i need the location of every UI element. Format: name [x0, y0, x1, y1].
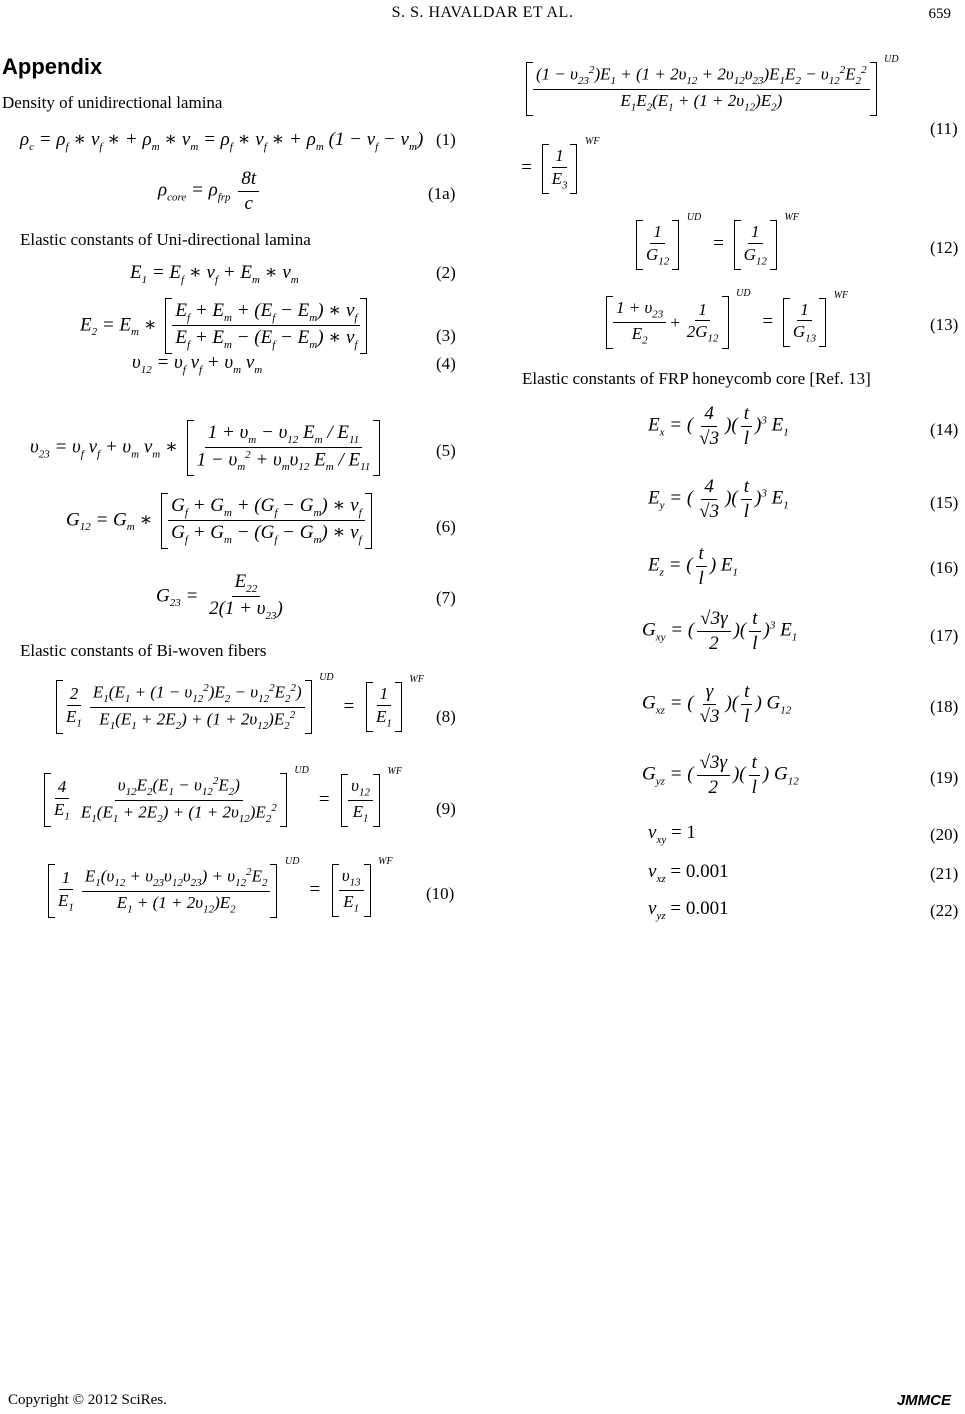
equation-3: $E_2 = E_m$ ∗ $\frac{E_f + E_m + (E_f - E_m) ∗ v_f}{E_f + E_m - (E_f - E_m) ∗ v_f}$: [80, 300, 363, 352]
equation-number: (16): [930, 558, 959, 577]
eq-subscript: yz: [656, 909, 666, 922]
equation-number: (20): [930, 825, 959, 844]
uni-heading: Elastic constants of Uni-directional lamina: [20, 230, 311, 249]
journal-name: JMMCE: [896, 1392, 951, 1409]
equation-number: (12): [930, 238, 959, 257]
equation-11: $\frac{(1 - \upsilon_{23}^2)E_1 + (1 + 2\upsilon_{12} + 2\upsilon_{12}\upsilon_{23})E_1E_2 - \upsilon_{12}^2E_2^2}{E_1E_2(E_1 + (1 + 2\upsilon_{12})E_2)}$ UD: [530, 64, 873, 114]
equation-1: $\rho_c = \rho_f$ ∗ $v_f$ ∗ + $\rho_m$ ∗ $v_m = \rho_f$ ∗ $v_f$ ∗ + $\rho_m$ $(1 - v_f - v_m)$: [20, 129, 424, 153]
eq-lhs: v: [648, 898, 657, 919]
running-title: S. S. HAVALDAR ET AL.: [391, 4, 574, 21]
eq-lhs: v: [648, 822, 657, 843]
equation-number: (19): [930, 768, 959, 787]
page-number: 659: [928, 6, 951, 22]
equation-number: (8): [436, 707, 456, 726]
equation-5: $\upsilon_{23} = \upsilon_f$ $v_f + \upsilon_m$ $v_m$ ∗ $\frac{1 + \upsilon_m - \upsilon_{12} E_m / E_{11}}{1 - \upsilon_m^2 + \upsilon_m\upsilon_{12} E_m / E_{11}}$: [30, 422, 376, 474]
equation-number: (1): [436, 130, 456, 149]
equation-number: (9): [436, 799, 456, 818]
equation-number: (14): [930, 420, 959, 439]
equation-number: (7): [436, 588, 456, 607]
eq-lhs: v: [648, 861, 657, 882]
equation-13: $\frac{1 + \upsilon_{23}}{E_2}$ + $\frac{1}{2G_{12}}$ UD = $\frac{1}{G_{13}}$ WF: [610, 298, 822, 347]
equation-number: (21): [930, 864, 959, 883]
equation-number: (13): [930, 315, 959, 334]
equation-number: (17): [930, 626, 959, 645]
equation-22: [648, 898, 729, 922]
eq-subscript: xz: [656, 872, 666, 885]
equation-number: (1a): [428, 184, 456, 203]
equation-8: $\frac{2}{E_1}$ $\frac{E_1(E_1 + (1 - \upsilon_{12}^2)E_2 - \upsilon_{12}^2E_2^2)}{E_1(E_1 + 2E_2) + (1 + 2\upsilon_{12})E_2^2}$ UD = $\frac{1}{E_1}$ WF: [60, 682, 398, 732]
equation-number: (4): [436, 354, 456, 373]
equation-9: $\frac{4}{E_1}$ $\frac{\upsilon_{12}E_2(E_1 - \upsilon_{12}^2E_2)}{E_1(E_1 + 2E_2) + (1 + 2\upsilon_{12})E_2^2}$ UD = $\frac{\upsilon_{12}}{E_1}$ WF: [48, 775, 376, 825]
eq-rhs: = 0.001: [670, 898, 729, 919]
equation-1a: $\rho_{core} = \rho_{frp}$ $\frac{8t}{c}$: [158, 168, 262, 215]
equation-number: (11): [930, 119, 958, 138]
running-header: [0, 2, 965, 24]
eq-rhs: = 0.001: [670, 861, 729, 882]
equation-16: $E_z$ = ( $\frac{t}{l}$ ) $E_1$: [648, 543, 739, 589]
equation-17: $G_{xy}$ = ( $\frac{√3\gamma}{2}$ )( $\frac{t}{l}$ )$^3$ $E_1$: [642, 608, 798, 654]
equation-number: (6): [436, 517, 456, 536]
equation-2: $E_1 = E_f$ ∗ $v_f + E_m$ ∗ $v_m$: [130, 262, 299, 286]
equation-14: $E_x$ = ( $\frac{4}{√3}$ )( $\frac{t}{l}$ )$^3$ $E_1$: [648, 403, 789, 449]
equation-21: [648, 861, 729, 885]
equation-20: [648, 822, 696, 846]
biwoven-heading: Elastic constants of Bi-woven fibers: [20, 641, 267, 660]
equation-12: $\frac{1}{G_{12}}$ UD = $\frac{1}{G_{12}}$ WF: [640, 222, 773, 268]
copyright: Copyright © 2012 SciRes.: [8, 1392, 167, 1408]
equation-10: $\frac{1}{E_1}$ $\frac{E_1(\upsilon_{12} + \upsilon_{23}\upsilon_{12}\upsilon_{23}) + \upsilon_{12}^2E_2}{E_1 + (1 + 2\upsilon_{12})E_2}$ UD = $\frac{\upsilon_{13}}{E_1}$ WF: [52, 866, 367, 916]
eq-subscript: xy: [656, 833, 667, 846]
equation-15: $E_y$ = ( $\frac{4}{√3}$ )( $\frac{t}{l}$ )$^3$ $E_1$: [648, 476, 789, 522]
honeycomb-heading: Elastic constants of FRP honeycomb core [Ref. 13]: [522, 369, 871, 388]
equation-19: $G_{yz}$ = ( $\frac{√3\gamma}{2}$ )( $\frac{t}{l}$ ) $G_{12}$: [642, 752, 799, 798]
equation-7: $G_{23}$ = $\frac{E_{22}}{2(1 + \upsilon_{23})}$: [156, 571, 283, 623]
eq-rhs: = 1: [670, 822, 696, 843]
equation-number: (15): [930, 493, 959, 512]
equation-number: (3): [436, 326, 456, 345]
density-heading: Density of unidirectional lamina: [2, 93, 223, 112]
equation-number: (10): [426, 884, 455, 903]
equation-number: (5): [436, 441, 456, 460]
equation-11-rhs: = $\frac{1}{E_3}$ WF: [520, 136, 600, 191]
equation-number: (18): [930, 697, 959, 716]
equation-number: (2): [436, 263, 456, 282]
equation-number: (22): [930, 901, 959, 920]
equation-18: $G_{xz}$ = ( $\frac{\gamma}{√3}$ )( $\frac{t}{l}$ ) $G_{12}$: [642, 681, 792, 727]
equation-4: $\upsilon_{12} = \upsilon_f$ $v_f + \upsilon_m$ $v_m$: [132, 352, 263, 376]
section-title: Appendix: [2, 54, 103, 79]
equation-6: $G_{12} = G_m$ ∗ $\frac{G_f + G_m + (G_f - G_m) ∗ v_f}{G_f + G_m - (G_f - G_m) ∗ v_f}$: [66, 495, 368, 547]
